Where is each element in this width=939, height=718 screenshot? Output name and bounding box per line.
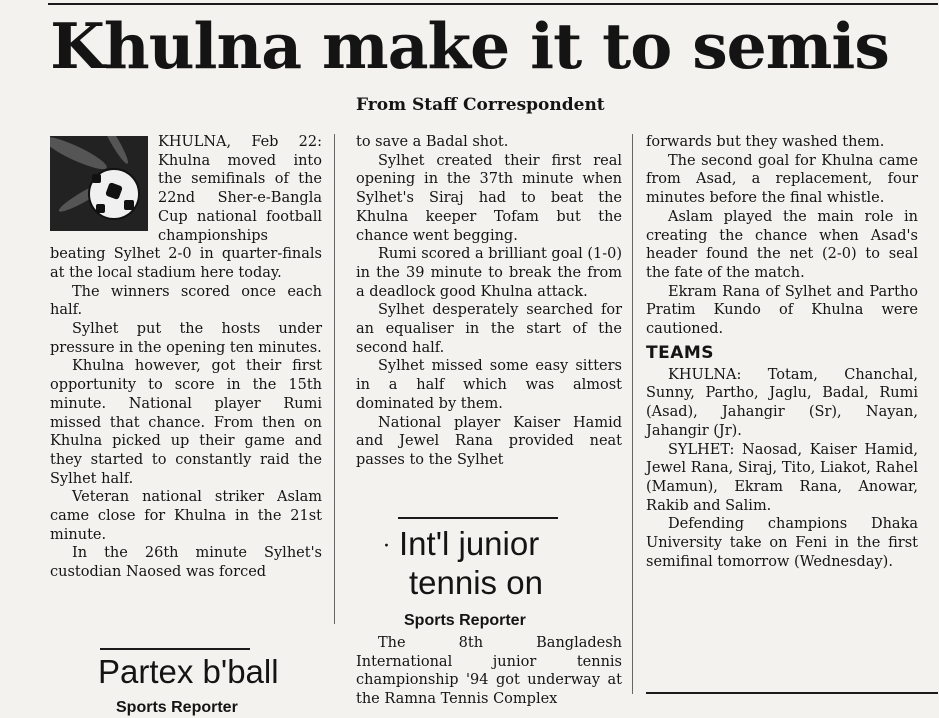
article-column-1 bbox=[50, 133, 322, 582]
paragraph: The second goal for Khulna came from Asad, a replacement, four minutes before the final whistle. bbox=[646, 152, 918, 207]
paragraph: to save a Badal shot. bbox=[356, 134, 509, 150]
bball-top-rule bbox=[100, 648, 250, 650]
teams-heading: TEAMS bbox=[646, 342, 715, 363]
paragraph: National player Kaiser Hamid and Jewel Rana provided neat passes to the Sylhet bbox=[356, 414, 622, 468]
paragraph: Sylhet desperately searched for an equaliser in the start of the second half. bbox=[356, 302, 622, 356]
article-column-3 bbox=[646, 133, 918, 571]
paragraph: forwards but they washed them. bbox=[646, 134, 885, 150]
paragraph: Veteran national striker Aslam came close for Khulna in the 21st minute. bbox=[50, 489, 322, 543]
article-column-2 bbox=[356, 133, 622, 470]
football-photo-icon bbox=[50, 136, 148, 231]
tennis-headline-line-1: Int'l junior bbox=[399, 525, 540, 562]
paragraph: KHULNA, Feb 22: Khulna moved into the semifinals of the 22nd Sher-e-Bangla Cup national football championships beating Sylhet 2-0 in quarter-finals at the local stadium here today. bbox=[50, 134, 322, 281]
team-list: KHULNA: Totam, Chanchal, Sunny, Partho, Jaglu, Badal, Rumi (Asad), Jahangir (Sr), Nayan, Jahangir (Jr). bbox=[646, 366, 918, 439]
paragraph: Sylhet created their first real opening in the 37th minute when Sylhet's Siraj had to beat the Khulna keeper Tofam but the chance went begging. bbox=[356, 152, 622, 244]
paragraph: The winners scored once each half. bbox=[50, 283, 322, 319]
col-rule-right bbox=[632, 134, 633, 694]
paragraph: The 8th Bangladesh International junior tennis championship '94 got underway at the Ramna Tennis Complex bbox=[356, 635, 622, 707]
paragraph: Sylhet put the hosts under pressure in the opening ten minutes. bbox=[50, 321, 322, 356]
tennis-top-rule bbox=[398, 517, 558, 519]
paragraph: Rumi scored a brilliant goal (1-0) in the 39 minute to break the from a deadlock good Khulna attack. bbox=[356, 246, 622, 300]
paragraph: Defending champions Dhaka University take on Feni in the first semifinal tomorrow (Wednesday). bbox=[646, 516, 918, 570]
tennis-byline: Sports Reporter bbox=[404, 612, 526, 629]
bullet-icon: · bbox=[383, 534, 390, 559]
byline: From Staff Correspondent bbox=[356, 95, 605, 115]
paragraph: Aslam played the main role in creating the chance when Asad's header found the net (2-0) to seal the fate of the match. bbox=[646, 208, 918, 281]
tennis-headline-line-2: tennis on bbox=[409, 564, 543, 601]
basketball-byline: Sports Reporter bbox=[116, 699, 238, 716]
headline: Khulna make it to semis bbox=[50, 9, 889, 83]
col-rule-left bbox=[334, 134, 335, 624]
paragraph: Khulna however, got their first opportunity to score in the 15th minute. National player Rumi missed that chance. From then on Khulna picked up their game and they started to constantly raid the Sylhet half. bbox=[50, 358, 322, 487]
paragraph: Sylhet missed some easy sitters in a half which was almost dominated by them. bbox=[356, 358, 622, 412]
paragraph: In the 26th minute Sylhet's custodian Naosed was forced bbox=[50, 545, 322, 581]
paragraph: Ekram Rana of Sylhet and Partho Pratim Kundo of Khulna were cautioned. bbox=[646, 283, 918, 338]
tennis-body bbox=[356, 634, 622, 707]
top-rule bbox=[48, 3, 938, 5]
bottom-right-rule bbox=[646, 692, 938, 694]
basketball-headline: Partex b'ball bbox=[98, 653, 279, 690]
team-list: SYLHET: Naosad, Kaiser Hamid, Jewel Rana, Siraj, Tito, Liakot, Rahel (Mamun), Ekram Rana, Anowar, Rakib and Salim. bbox=[646, 441, 918, 514]
